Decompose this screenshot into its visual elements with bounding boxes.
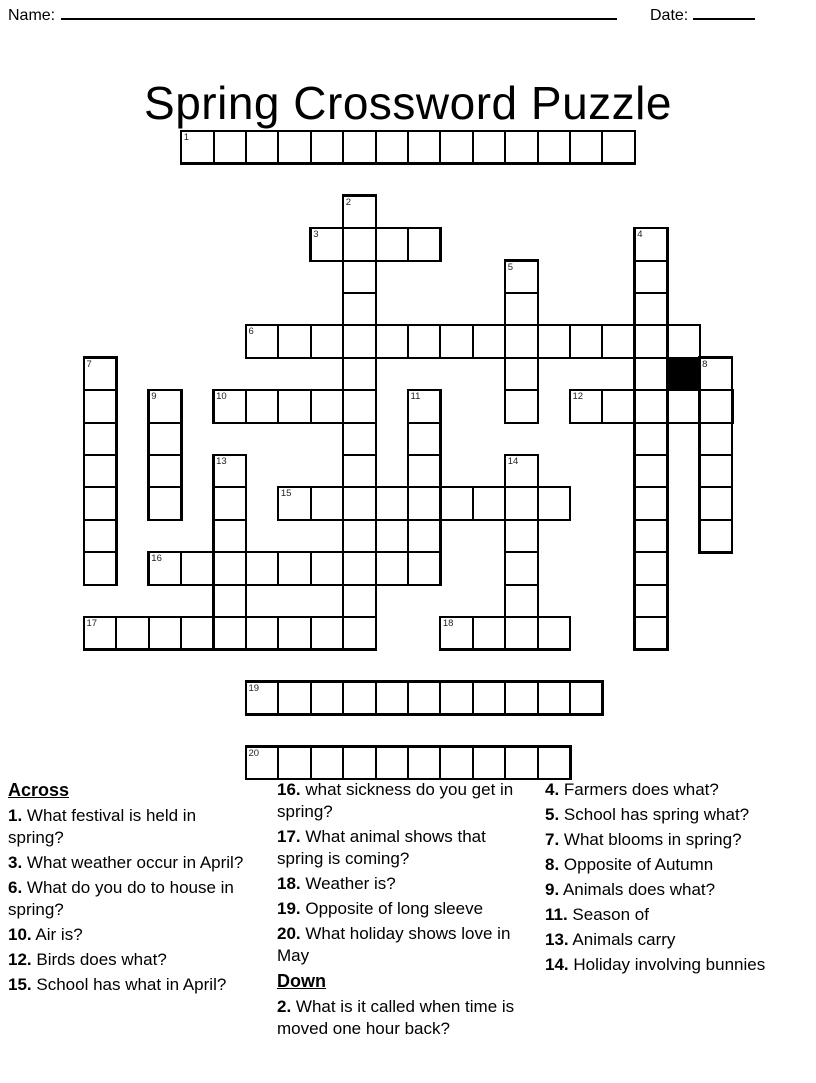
grid-cell[interactable] — [180, 551, 214, 585]
grid-cell[interactable] — [115, 616, 149, 650]
cell-number: 2 — [345, 196, 351, 208]
grid-cell[interactable] — [83, 454, 117, 488]
grid-cell[interactable] — [342, 584, 376, 618]
grid-cell[interactable] — [213, 551, 247, 585]
grid-cell[interactable] — [699, 486, 733, 520]
grid-cell[interactable] — [375, 130, 409, 164]
grid-cell[interactable] — [407, 681, 441, 715]
grid-cell[interactable] — [310, 746, 344, 780]
grid-cell[interactable] — [180, 616, 214, 650]
grid-cell[interactable] — [342, 292, 376, 326]
grid-cell[interactable] — [277, 616, 311, 650]
grid-cell[interactable] — [342, 357, 376, 391]
cell-number: 6 — [248, 326, 254, 338]
grid-cell[interactable] — [245, 551, 279, 585]
grid-cell[interactable] — [504, 130, 538, 164]
clue-column-right — [545, 779, 785, 979]
grid-cell[interactable] — [342, 616, 376, 650]
clue-17: 17. What animal shows that spring is coming? — [277, 827, 486, 868]
grid-cell[interactable] — [504, 389, 538, 423]
grid-cell[interactable] — [213, 454, 247, 488]
cell-number: 9 — [151, 391, 157, 403]
grid-cell[interactable] — [504, 551, 538, 585]
grid-cell[interactable] — [310, 389, 344, 423]
grid-cell[interactable] — [277, 389, 311, 423]
grid-cell[interactable] — [634, 324, 668, 358]
grid-cell[interactable] — [342, 519, 376, 553]
grid-cell[interactable] — [310, 681, 344, 715]
grid-cell[interactable] — [83, 519, 117, 553]
grid-cell[interactable] — [634, 616, 668, 650]
grid-cell[interactable] — [407, 454, 441, 488]
grid-cell[interactable] — [83, 486, 117, 520]
grid-cell[interactable] — [407, 130, 441, 164]
grid-cell[interactable] — [504, 292, 538, 326]
clue-9: 9. Animals does what? — [545, 880, 716, 899]
grid-cell[interactable] — [342, 130, 376, 164]
grid-cell[interactable] — [504, 616, 538, 650]
grid-cell[interactable] — [504, 454, 538, 488]
clue-15: 15. School has what in April? — [8, 975, 227, 994]
grid-cell[interactable] — [407, 324, 441, 358]
grid-cell[interactable] — [375, 746, 409, 780]
crossword-grid — [83, 130, 731, 778]
clue-column-left — [8, 779, 251, 999]
grid-cell[interactable] — [504, 746, 538, 780]
clue-13: 13. Animals carry — [545, 930, 676, 949]
grid-cell[interactable] — [245, 616, 279, 650]
grid-cell[interactable] — [504, 681, 538, 715]
cell-number: 1 — [183, 132, 189, 143]
grid-cell[interactable] — [601, 324, 635, 358]
grid-cell[interactable] — [277, 486, 311, 520]
grid-cell[interactable] — [148, 422, 182, 456]
clue-14: 14. Holiday involving bunnies — [545, 955, 766, 974]
grid-cell[interactable] — [407, 227, 441, 261]
cell-number: 4 — [637, 229, 643, 241]
grid-cell[interactable] — [342, 227, 376, 261]
header-row — [8, 5, 617, 25]
grid-cell[interactable] — [504, 357, 538, 391]
grid-cell[interactable] — [634, 389, 668, 423]
grid-cell[interactable] — [277, 130, 311, 164]
grid-cell[interactable] — [342, 551, 376, 585]
grid-cell[interactable] — [148, 454, 182, 488]
grid-cell[interactable] — [439, 681, 473, 715]
grid-cell[interactable] — [699, 519, 733, 553]
clue-11: 11. Season of — [545, 905, 649, 924]
grid-cell[interactable] — [504, 324, 538, 358]
grid-cell[interactable] — [439, 130, 473, 164]
grid-cell[interactable] — [277, 551, 311, 585]
grid-cell[interactable] — [699, 422, 733, 456]
clue-16: 16. what sickness do you get in spring? — [277, 780, 514, 821]
grid-cell[interactable] — [213, 389, 247, 423]
grid-cell[interactable] — [342, 195, 376, 229]
cell-number: 16 — [151, 553, 162, 565]
grid-cell[interactable] — [634, 227, 668, 261]
cell-number: 5 — [507, 261, 513, 273]
grid-cell[interactable] — [180, 130, 214, 164]
grid-cell[interactable] — [245, 389, 279, 423]
grid-cell[interactable] — [213, 519, 247, 553]
grid-cell[interactable] — [407, 422, 441, 456]
cell-number: 10 — [216, 391, 227, 403]
cell-number: 13 — [216, 456, 227, 467]
clue-8: 8. Opposite of Autumn — [545, 855, 714, 874]
grid-cell[interactable] — [472, 486, 506, 520]
clue-5: 5. School has spring what? — [545, 805, 750, 824]
grid-cell[interactable] — [375, 227, 409, 261]
clue-12: 12. Birds does what? — [8, 950, 167, 969]
grid-cell[interactable] — [342, 454, 376, 488]
clue-7: 7. What blooms in spring? — [545, 830, 742, 849]
grid-cell[interactable] — [148, 551, 182, 585]
grid-cell[interactable] — [504, 584, 538, 618]
grid-cell[interactable] — [310, 130, 344, 164]
clue-10: 10. Air is? — [8, 925, 83, 944]
cell-number: 14 — [507, 456, 519, 467]
grid-cell[interactable] — [472, 130, 506, 164]
grid-cell[interactable] — [83, 422, 117, 456]
grid-cell[interactable] — [83, 389, 117, 423]
grid-cell[interactable] — [699, 454, 733, 488]
grid-cell[interactable] — [310, 227, 344, 261]
grid-cell[interactable] — [375, 324, 409, 358]
cell-number: 8 — [702, 358, 708, 370]
grid-cell[interactable] — [148, 389, 182, 423]
grid-cell[interactable] — [439, 324, 473, 358]
grid-cell[interactable] — [537, 616, 571, 650]
grid-cell[interactable] — [83, 551, 117, 585]
cell-number: 17 — [86, 618, 98, 629]
grid-cell[interactable] — [504, 486, 538, 520]
clue-4: 4. Farmers does what? — [545, 780, 719, 799]
clue-column-middle — [277, 779, 527, 1043]
down-header: Down — [277, 971, 326, 991]
cell-number: 12 — [572, 391, 584, 403]
grid-cell[interactable] — [148, 486, 182, 520]
grid-cell[interactable] — [634, 551, 668, 585]
name-label: Name: — [8, 7, 56, 24]
grid-cell[interactable] — [634, 486, 668, 520]
grid-cell[interactable] — [277, 681, 311, 715]
clue-1: 1. What festival is held in spring? — [8, 806, 197, 847]
grid-cell[interactable] — [601, 130, 635, 164]
date-label: Date: — [650, 7, 689, 24]
cell-number: 3 — [313, 229, 319, 241]
grid-cell[interactable] — [342, 260, 376, 294]
grid-cell[interactable] — [245, 130, 279, 164]
grid-cell[interactable] — [699, 389, 733, 423]
grid-cell[interactable] — [569, 681, 603, 715]
grid-cell[interactable] — [342, 422, 376, 456]
grid-cell[interactable] — [310, 551, 344, 585]
grid-cell[interactable] — [634, 519, 668, 553]
grid-cell[interactable] — [504, 260, 538, 294]
grid-cell[interactable] — [245, 746, 279, 780]
grid-cell[interactable] — [83, 616, 117, 650]
grid-cell[interactable] — [504, 519, 538, 553]
grid-cell[interactable] — [699, 357, 733, 391]
grid-cell[interactable] — [310, 324, 344, 358]
grid-cell[interactable] — [634, 260, 668, 294]
grid-cell[interactable] — [472, 616, 506, 650]
cell-number: 15 — [280, 488, 292, 500]
cell-number: 11 — [410, 391, 421, 403]
grid-cell[interactable] — [472, 681, 506, 715]
grid-cell[interactable] — [537, 130, 571, 164]
grid-cell[interactable] — [342, 486, 376, 520]
grid-cell[interactable] — [375, 681, 409, 715]
grid-cell[interactable] — [634, 357, 668, 391]
cell-number: 19 — [248, 682, 260, 694]
grid-cell[interactable] — [407, 389, 441, 423]
grid-cell[interactable] — [472, 746, 506, 780]
grid-cell[interactable] — [569, 324, 603, 358]
grid-cell[interactable] — [213, 486, 247, 520]
cell-number: 20 — [248, 747, 260, 759]
grid-cell[interactable] — [569, 389, 603, 423]
grid-cell[interactable] — [439, 616, 473, 650]
grid-cell[interactable] — [148, 616, 182, 650]
grid-cell[interactable] — [634, 584, 668, 618]
grid-cell[interactable] — [537, 486, 571, 520]
grid-cell[interactable] — [601, 389, 635, 423]
grid-cell[interactable] — [569, 130, 603, 164]
grid-cell[interactable] — [407, 486, 441, 520]
date-wrap — [650, 5, 755, 25]
grid-cell[interactable] — [375, 551, 409, 585]
name-field-line[interactable] — [61, 5, 617, 20]
clue-3: 3. What weather occur in April? — [8, 853, 244, 872]
grid-cell[interactable] — [245, 324, 279, 358]
grid-cell[interactable] — [634, 454, 668, 488]
grid-cell[interactable] — [537, 324, 571, 358]
grid-cell[interactable] — [407, 746, 441, 780]
grid-cell[interactable] — [375, 486, 409, 520]
grid-cell[interactable] — [310, 486, 344, 520]
date-field-line[interactable] — [693, 5, 755, 20]
grid-cell[interactable] — [342, 389, 376, 423]
clue-20: 20. What holiday shows love in May — [277, 924, 511, 965]
grid-cell[interactable] — [245, 681, 279, 715]
cell-number: 18 — [442, 618, 454, 629]
grid-cell[interactable] — [213, 584, 247, 618]
grid-cell[interactable] — [537, 681, 571, 715]
grid-cell[interactable] — [666, 324, 700, 358]
grid-cell[interactable] — [634, 422, 668, 456]
grid-cell[interactable] — [666, 389, 700, 423]
grid-cell[interactable] — [342, 681, 376, 715]
grid-cell[interactable] — [277, 324, 311, 358]
grid-cell[interactable] — [634, 292, 668, 326]
clue-18: 18. Weather is? — [277, 874, 396, 893]
grid-cell[interactable] — [472, 324, 506, 358]
page-title: Spring Crossword Puzzle — [144, 76, 672, 129]
clue-6: 6. What do you do to house in spring? — [8, 878, 234, 919]
black-cell — [666, 357, 700, 391]
grid-cell[interactable] — [277, 746, 311, 780]
grid-cell[interactable] — [213, 130, 247, 164]
across-header: Across — [8, 780, 70, 800]
grid-cell[interactable] — [407, 519, 441, 553]
grid-cell[interactable] — [537, 746, 571, 780]
grid-cell[interactable] — [407, 551, 441, 585]
grid-cell[interactable] — [310, 616, 344, 650]
grid-cell[interactable] — [213, 616, 247, 650]
grid-cell[interactable] — [83, 357, 117, 391]
grid-cell[interactable] — [342, 324, 376, 358]
grid-cell[interactable] — [342, 746, 376, 780]
clue-2: 2. What is it called when time is moved one hour back? — [277, 997, 515, 1038]
grid-cell[interactable] — [439, 486, 473, 520]
grid-cell[interactable] — [439, 746, 473, 780]
clue-19: 19. Opposite of long sleeve — [277, 899, 484, 918]
cell-number: 7 — [86, 358, 92, 370]
